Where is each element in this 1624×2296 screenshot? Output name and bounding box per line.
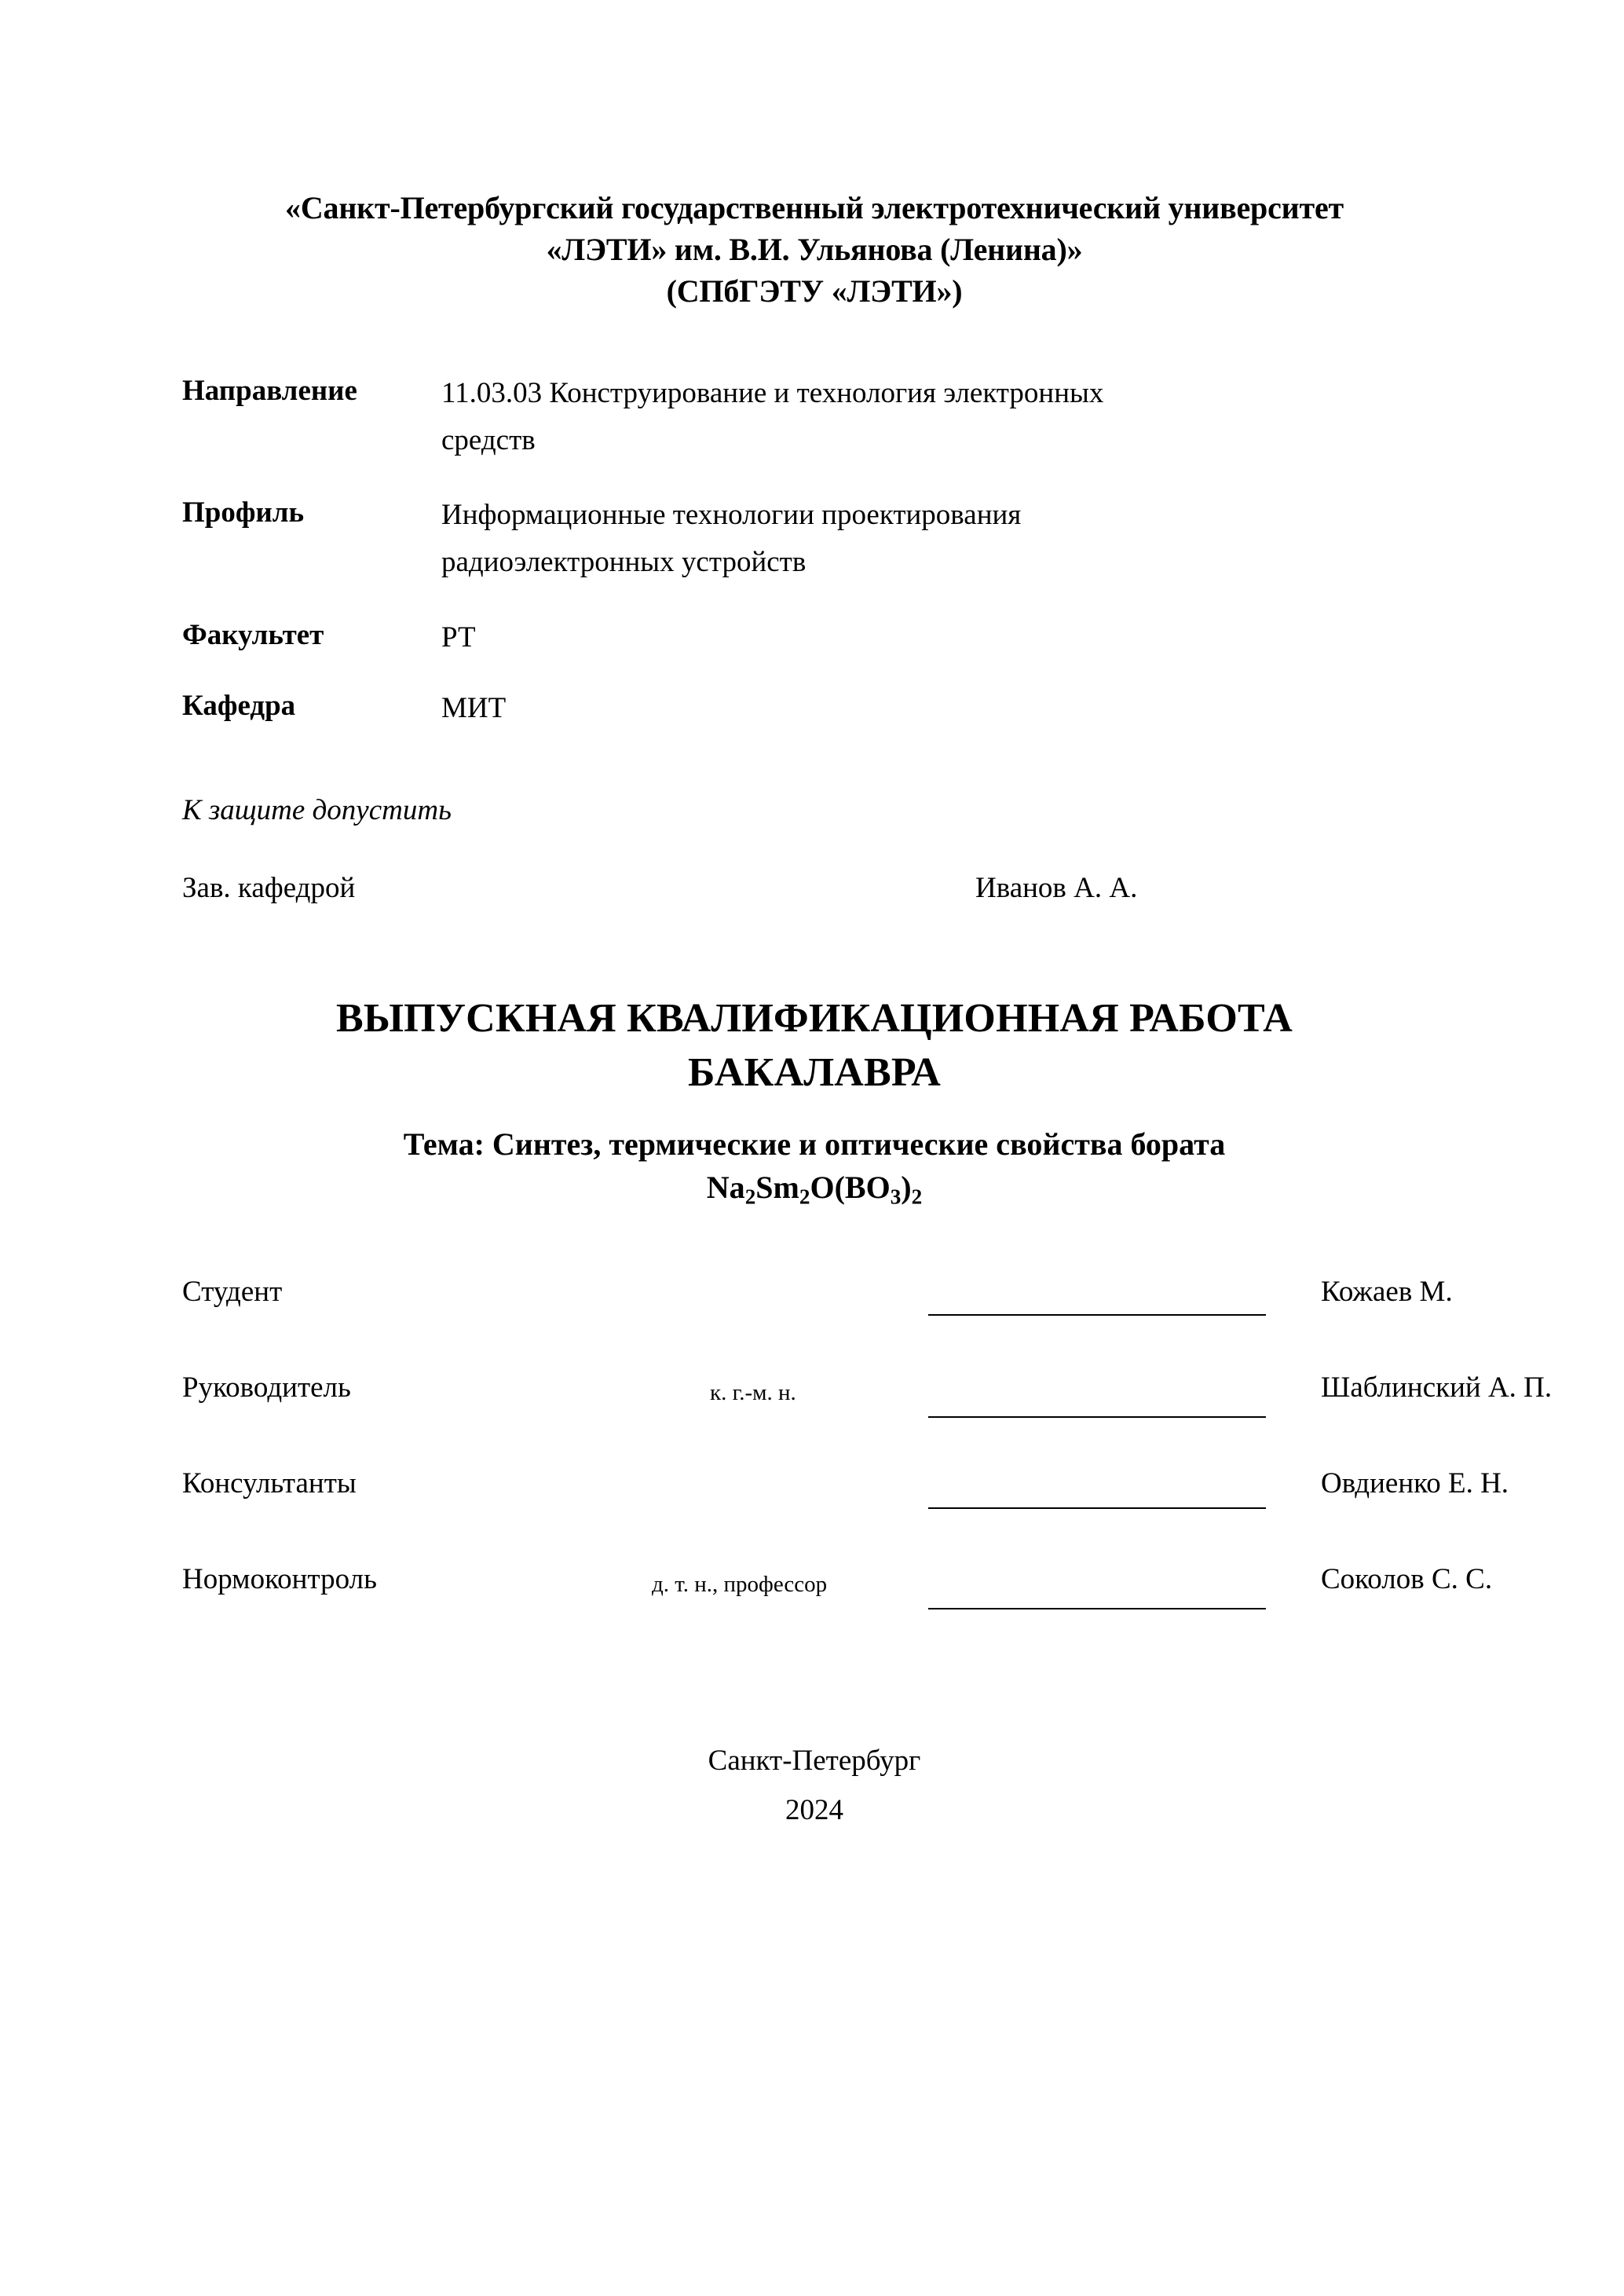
field-label-direction: Направление xyxy=(182,374,357,407)
signature-row-consultants xyxy=(182,1459,1509,1554)
field-row-direction xyxy=(182,370,1447,464)
page-title xyxy=(182,991,1447,1100)
field-row-department xyxy=(182,685,1447,732)
signature-name-student: Кожаев М. xyxy=(1321,1275,1453,1308)
university-name-line-1: «Санкт-Петербургский государственный электротехнический университет xyxy=(285,190,1344,225)
formula-part-3: O(BO xyxy=(810,1169,891,1205)
signature-line-student[interactable] xyxy=(928,1314,1266,1316)
department-head-role: Зав. кафедрой xyxy=(182,872,356,905)
field-row-faculty xyxy=(182,614,1447,661)
signature-line-supervisor[interactable] xyxy=(928,1416,1266,1418)
field-value-profile: Информационные технологии проектирования радиоэлектронных устройств xyxy=(441,499,1022,579)
university-header xyxy=(190,187,1439,313)
signature-role-consultants: Консультанты xyxy=(182,1467,357,1500)
formula-sub-4: 2 xyxy=(911,1185,923,1209)
thesis-theme xyxy=(182,1122,1447,1212)
field-label-faculty: Факультет xyxy=(182,619,324,652)
signature-name-supervisor: Шаблинский А. П. xyxy=(1321,1371,1553,1404)
field-row-profile xyxy=(182,492,1447,586)
field-label-department: Кафедра xyxy=(182,690,296,723)
signature-line-consultants[interactable] xyxy=(928,1507,1266,1509)
signature-row-supervisor xyxy=(182,1363,1553,1459)
signature-role-normcontrol: Нормоконтроль xyxy=(182,1562,377,1595)
admission-row xyxy=(182,871,1447,905)
program-fields xyxy=(182,370,1447,733)
page-title-line-2: БАКАЛАВРА xyxy=(688,1050,941,1096)
field-value-faculty: РТ xyxy=(441,621,476,654)
footer-city: Санкт-Петербург xyxy=(708,1744,921,1777)
signature-row-student xyxy=(182,1267,1453,1363)
page-title-line-1: ВЫПУСКНАЯ КВАЛИФИКАЦИОННАЯ РАБОТА xyxy=(335,996,1293,1042)
university-abbreviation: (СПбГЭТУ «ЛЭТИ») xyxy=(666,273,963,309)
signature-block xyxy=(182,1267,1553,1650)
signature-role-student: Студент xyxy=(182,1275,283,1308)
field-value-direction: 11.03.03 Конструирование и технология электронных средств xyxy=(441,376,1104,456)
document-footer xyxy=(182,1737,1447,1836)
signature-line-normcontrol[interactable] xyxy=(928,1608,1266,1609)
title-page-content xyxy=(182,187,1553,1836)
formula-sub-2: 2 xyxy=(799,1185,810,1209)
field-value-department: МИТ xyxy=(441,692,507,725)
formula-part-1: Na xyxy=(706,1169,745,1205)
signature-role-supervisor: Руководитель xyxy=(182,1371,351,1404)
signature-degree-normcontrol: д. т. н., профессор xyxy=(652,1571,828,1597)
formula-part-4: ) xyxy=(901,1169,912,1205)
signature-row-normcontrol xyxy=(182,1554,1493,1650)
university-name-line-2: «ЛЭТИ» им. В.И. Ульянова (Ленина)» xyxy=(546,232,1083,268)
formula-sub-3: 3 xyxy=(890,1185,902,1209)
signature-name-normcontrol: Соколов С. С. xyxy=(1321,1562,1493,1595)
signature-name-consultants: Овдиенко Е. Н. xyxy=(1321,1467,1509,1500)
formula-sub-1: 2 xyxy=(744,1185,756,1209)
field-label-profile: Профиль xyxy=(182,496,305,529)
chemical-formula xyxy=(182,1166,1447,1212)
thesis-theme-text: Тема: Синтез, термические и оптические свойства бората xyxy=(403,1126,1226,1162)
signature-degree-supervisor: к. г.-м. н. xyxy=(710,1379,796,1405)
department-head-name: Иванов А. А. xyxy=(975,872,1138,905)
footer-year: 2024 xyxy=(785,1793,843,1826)
admission-note: К защите допустить xyxy=(182,794,452,827)
formula-part-2: Sm xyxy=(755,1169,799,1205)
